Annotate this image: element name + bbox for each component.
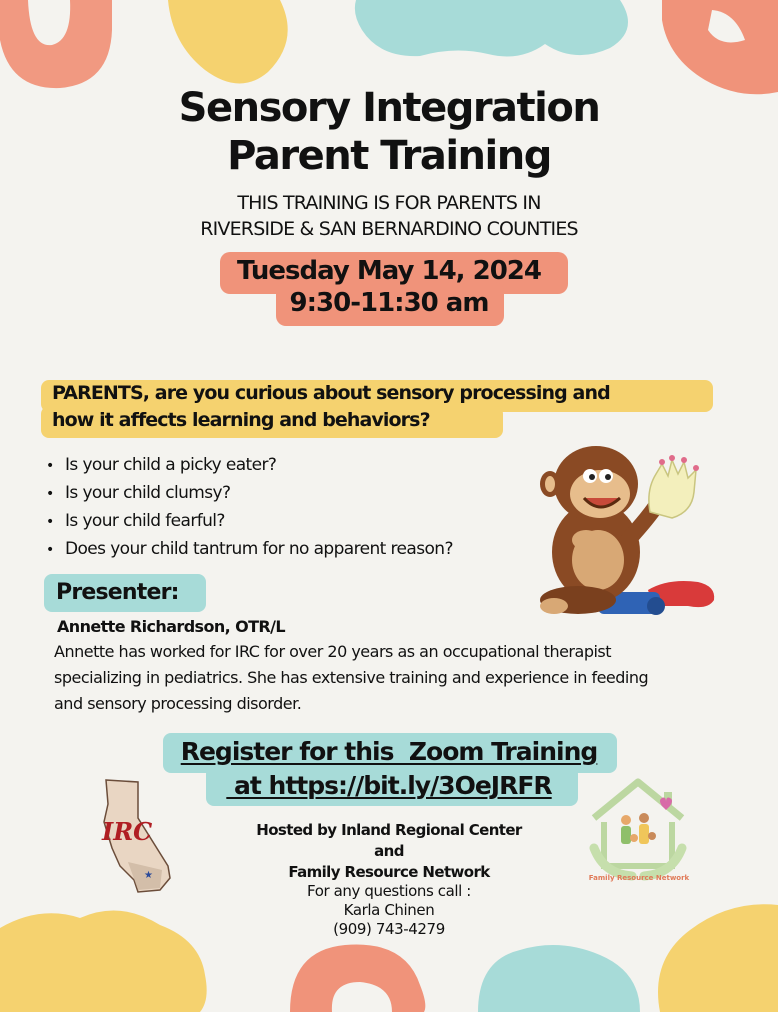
question-heading [52,380,722,434]
contact-name: Karla Chinen [343,901,435,919]
list-item: • Is your child a picky eater? [46,451,453,479]
subtitle-line-1: THIS TRAINING IS FOR PARENTS IN [237,192,541,214]
presenter-label: Presenter: [56,580,179,605]
presenter-name: Annette Richardson, OTR/L [57,617,285,636]
hosted-by [0,820,778,883]
monkey-illustration [538,440,720,620]
coral-swirl-bottom [290,945,425,1012]
hosted-line-3: Family Resource Network [288,863,490,881]
contact-phone[interactable]: (909) 743-4279 [333,920,445,938]
question-line-2: how it affects learning and behaviors? [52,409,430,431]
hosted-line-1: Hosted by Inland Regional Center [256,821,522,839]
list-item: • Is your child fearful? [46,507,453,535]
teal-blob-bottom [478,945,640,1012]
bio-line-3: and sensory processing disorder. [54,694,302,713]
yellow-blob-top [168,0,288,84]
teal-blob-top [355,0,628,56]
register-line-2[interactable]: at https://bit.ly/3OeJRFR [226,771,552,800]
page-title [0,84,778,180]
subtitle [0,190,778,242]
presenter-bio [54,639,754,717]
list-item: • Is your child clumsy? [46,479,453,507]
question-line-1: PARENTS, are you curious about sensory processing and [52,382,610,404]
question-list [46,451,453,563]
bio-line-1: Annette has worked for IRC for over 20 years as an occupational therapist [54,642,612,661]
register-line-1[interactable]: Register for this Zoom Training [180,737,598,766]
title-line-2: Parent Training [227,133,551,179]
title-line-1: Sensory Integration [178,85,600,131]
event-date: Tuesday May 14, 2024 [237,256,541,286]
event-time: 9:30-11:30 am [289,288,489,318]
subtitle-line-2: RIVERSIDE & SAN BERNARDINO COUNTIES [200,218,578,240]
coral-arc-top-left [0,0,112,88]
list-item: • Does your child tantrum for no apparent reason? [46,535,453,563]
irc-logo-text: IRC [102,817,153,846]
hosted-line-2: and [374,842,404,860]
contact-info [0,882,778,939]
bio-line-2: specializing in pediatrics. She has extensive training and experience in feeding [54,668,649,687]
star-icon: ★ [144,870,153,881]
frn-caption: Family Resource Network [588,874,690,882]
contact-line-1: For any questions call : [307,882,471,900]
